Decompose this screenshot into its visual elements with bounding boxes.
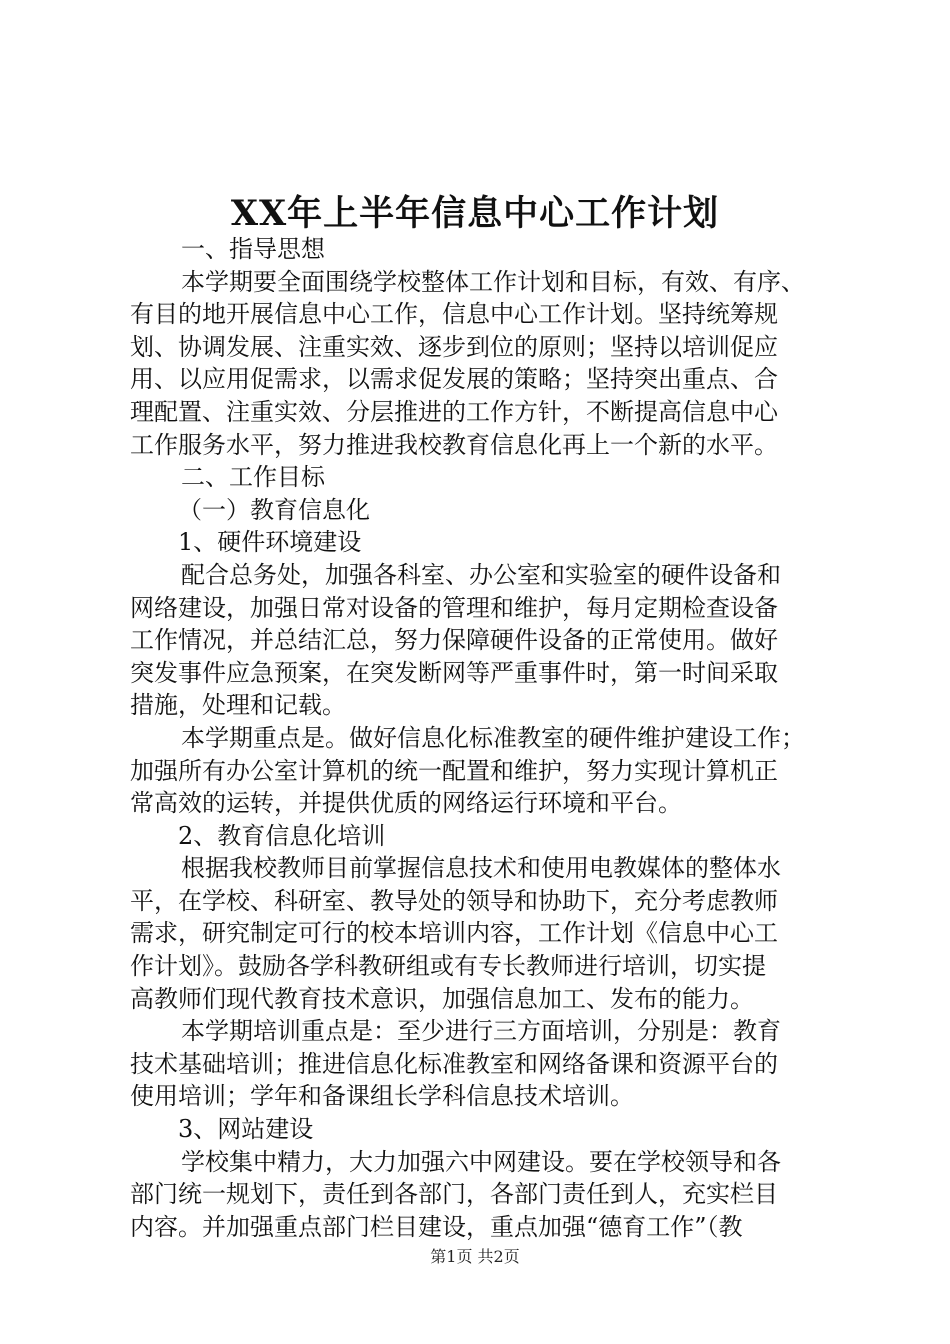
subsection-heading: 3、网站建设 <box>178 1115 314 1144</box>
paragraph-line: 用、以应用促需求，以需求促发展的策略；坚持突出重点、合 <box>130 365 778 394</box>
page-title: XX年上半年信息中心工作计划 <box>230 193 720 234</box>
paragraph-line: 划、协调发展、注重实效、逐步到位的原则；坚持以培训促应 <box>130 332 778 361</box>
subsection-heading: 1、硬件环境建设 <box>178 528 362 557</box>
paragraph-line: 加强所有办公室计算机的统一配置和维护，努力实现计算机正 <box>130 756 778 785</box>
paragraph-line: 使用培训；学年和备课组长学科信息技术培训。 <box>130 1082 634 1111</box>
paragraph-line: 措施，处理和记载。 <box>130 691 346 720</box>
subsection-heading: 2、教育信息化培训 <box>178 821 386 850</box>
paragraph-line: 突发事件应急预案，在突发断网等严重事件时，第一时间采取 <box>130 658 778 687</box>
paragraph-line: 本学期要全面围绕学校整体工作计划和目标，有效、有序、 <box>181 267 805 296</box>
paragraph-line: 技术基础培训；推进信息化标准教室和网络备课和资源平台的 <box>130 1049 778 1078</box>
page-number-footer: 第1页 共2页 <box>430 1247 520 1266</box>
paragraph-line: 本学期重点是。做好信息化标准教室的硬件维护建设工作； <box>181 723 805 752</box>
paragraph-line: 网络建设，加强日常对设备的管理和维护，每月定期检查设备 <box>130 593 778 622</box>
paragraph-line: 理配置、注重实效、分层推进的工作方针，不断提高信息中心 <box>130 397 778 426</box>
paragraph-line: 部门统一规划下，责任到各部门，各部门责任到人，充实栏目 <box>130 1180 778 1209</box>
paragraph-line: 配合总务处，加强各科室、办公室和实验室的硬件设备和 <box>181 560 781 589</box>
paragraph-line: 根据我校教师目前掌握信息技术和使用电教媒体的整体水 <box>181 854 781 883</box>
section-heading: 一、指导思想 <box>181 235 325 263</box>
document-body <box>130 233 830 1243</box>
paragraph-line: 平，在学校、科研室、教导处的领导和协助下，充分考虑教师 <box>130 886 778 915</box>
paragraph-line: 本学期培训重点是：至少进行三方面培训，分别是：教育 <box>181 1017 781 1046</box>
section-heading: 二、工作目标 <box>181 463 325 492</box>
paragraph-line: 学校集中精力，大力加强六中网建设。要在学校领导和各 <box>181 1147 781 1176</box>
paragraph-line: 作计划》。鼓励各学科教研组或有专长教师进行培训，切实提 <box>130 952 766 981</box>
paragraph-line: 工作情况，并总结汇总，努力保障硬件设备的正常使用。做好 <box>130 626 778 655</box>
paragraph-line: 内容。并加强重点部门栏目建设，重点加强“德育工作”（教 <box>130 1212 743 1241</box>
paragraph-line: 常高效的运转，并提供优质的网络运行环境和平台。 <box>130 789 682 818</box>
paragraph-line: 工作服务水平，努力推进我校教育信息化再上一个新的水平。 <box>130 430 778 459</box>
paragraph-line: 有目的地开展信息中心工作，信息中心工作计划。坚持统筹规 <box>130 300 778 329</box>
subsection-heading: （一）教育信息化 <box>178 495 370 524</box>
paragraph-line: 高教师们现代教育技术意识，加强信息加工、发布的能力。 <box>130 984 754 1013</box>
paragraph-line: 需求，研究制定可行的校本培训内容，工作计划《信息中心工 <box>130 919 778 948</box>
